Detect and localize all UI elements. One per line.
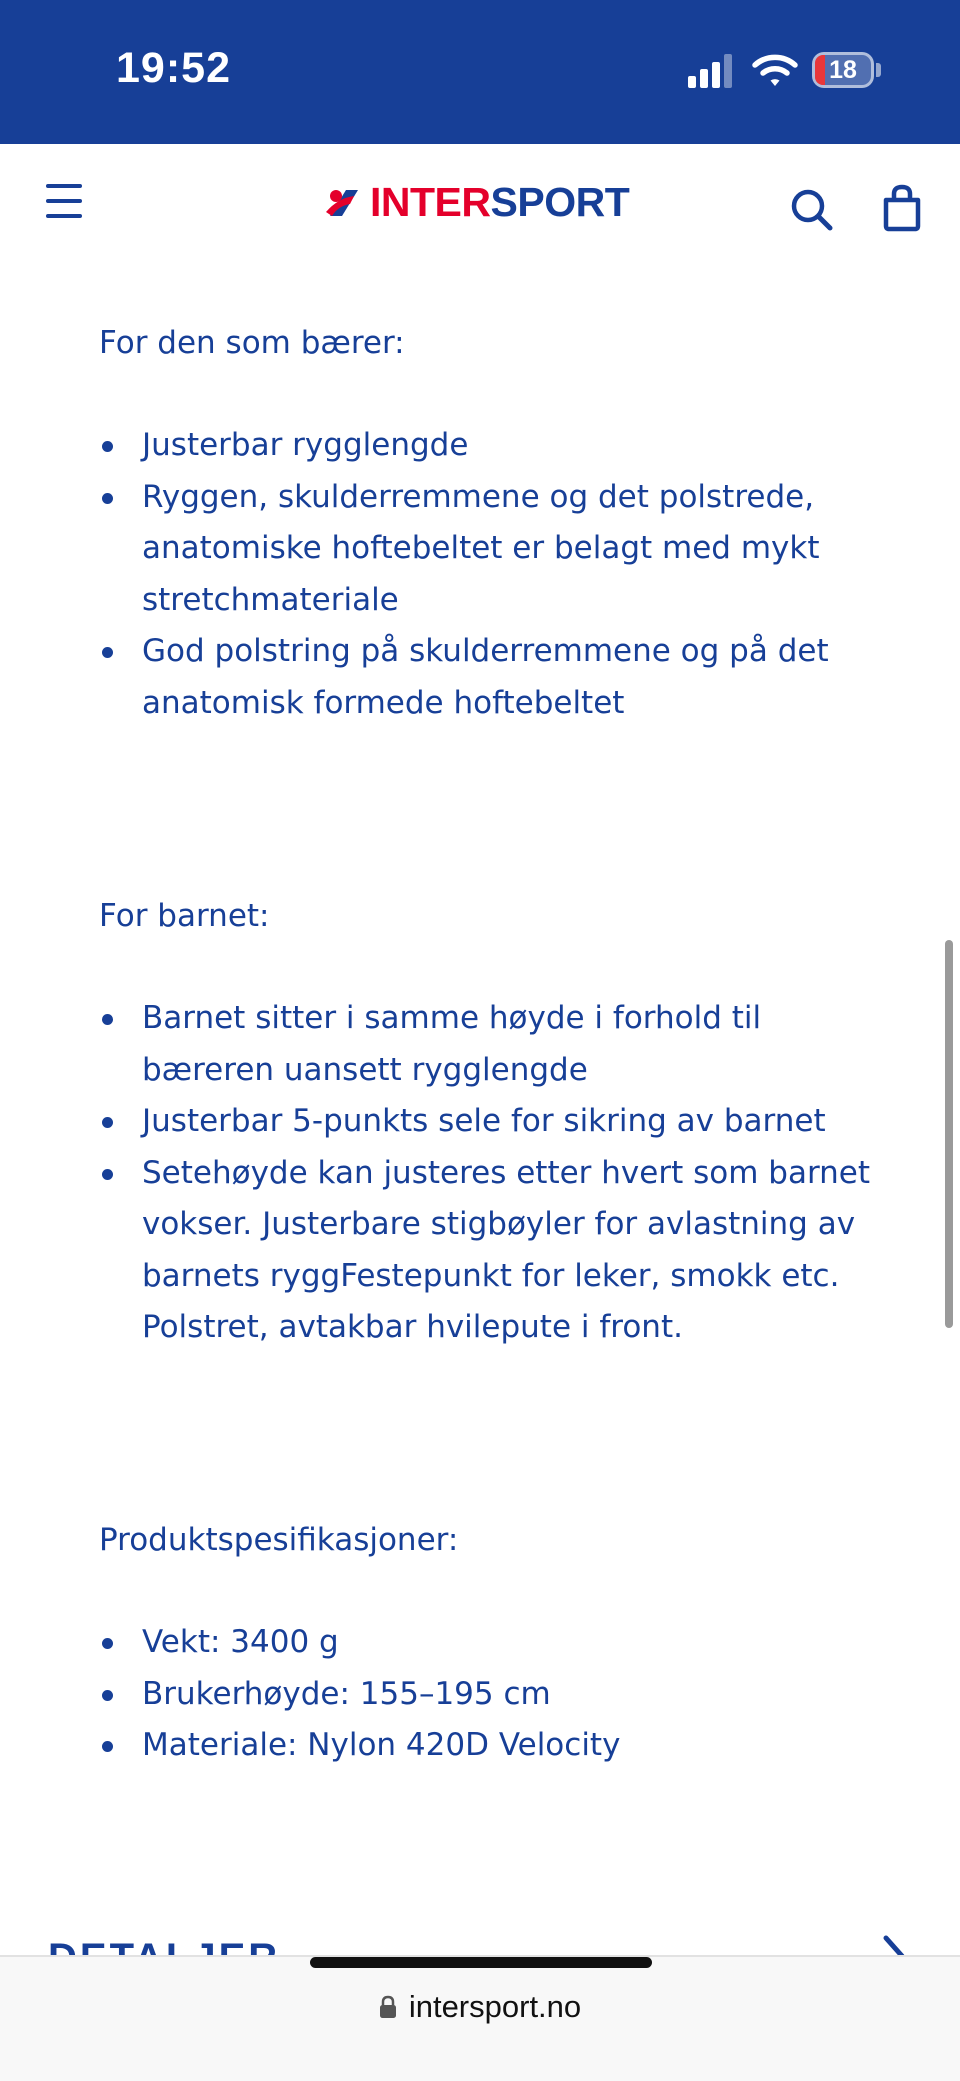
list-item: Ryggen, skulderremmene og det polstrede, anatomiske hoftebeltet er belagt med mykt stretchmateriale: [99, 472, 879, 627]
bullet-list-carrier: [99, 420, 879, 729]
lock-icon: [379, 1995, 397, 2019]
logo-text-sport: SPORT: [490, 179, 630, 225]
battery-cap: [876, 63, 881, 77]
list-item: Materiale: Nylon 420D Velocity: [99, 1720, 879, 1772]
signal-icon: [688, 54, 736, 88]
battery-icon: [812, 52, 874, 88]
status-bar: [0, 0, 960, 144]
list-item: Justerbar 5-punkts sele for sikring av barnet: [99, 1096, 879, 1148]
wifi-icon: [752, 52, 798, 88]
list-item: God polstring på skulderremmene og på det anatomisk formede hoftebeltet: [99, 626, 879, 729]
details-accordion[interactable]: [0, 1926, 960, 1956]
menu-icon[interactable]: [46, 184, 82, 224]
section-heading-carrier: For den som bærer:: [99, 325, 405, 361]
status-time: 19:52: [116, 44, 231, 92]
list-item: Barnet sitter i samme høyde i forhold til bæreren uansett rygglengde: [99, 993, 879, 1096]
home-indicator[interactable]: [310, 1957, 652, 1968]
url-text: intersport.no: [408, 1989, 582, 2024]
site-header: [0, 144, 960, 266]
logo-text-inter: INTER: [370, 179, 491, 225]
search-icon[interactable]: [790, 188, 834, 232]
bullet-list-child: [99, 993, 879, 1354]
shopping-bag-icon[interactable]: [882, 184, 922, 232]
url-display[interactable]: [0, 1989, 960, 2025]
logo-mark-icon: [324, 182, 364, 222]
section-heading-specs: Produktspesifikasjoner:: [99, 1522, 459, 1558]
bullet-list-specs: [99, 1617, 879, 1772]
intersport-logo[interactable]: [324, 178, 629, 226]
browser-address-bar[interactable]: [0, 1955, 960, 2081]
list-item: Setehøyde kan justeres etter hvert som barnet vokser. Justerbare stigbøyler for avlastning av barnets ryggFestepunkt for leker, smokk etc. Polstret, avtakbar hvilepute i front.: [99, 1148, 879, 1354]
list-item: Vekt: 3400 g: [99, 1617, 879, 1669]
logo-text: [370, 178, 629, 226]
scrollbar[interactable]: [945, 940, 953, 1328]
battery-level: 18: [829, 56, 857, 84]
section-heading-child: For barnet:: [99, 898, 270, 934]
list-item: Brukerhøyde: 155–195 cm: [99, 1669, 879, 1721]
list-item: Justerbar rygglengde: [99, 420, 879, 472]
